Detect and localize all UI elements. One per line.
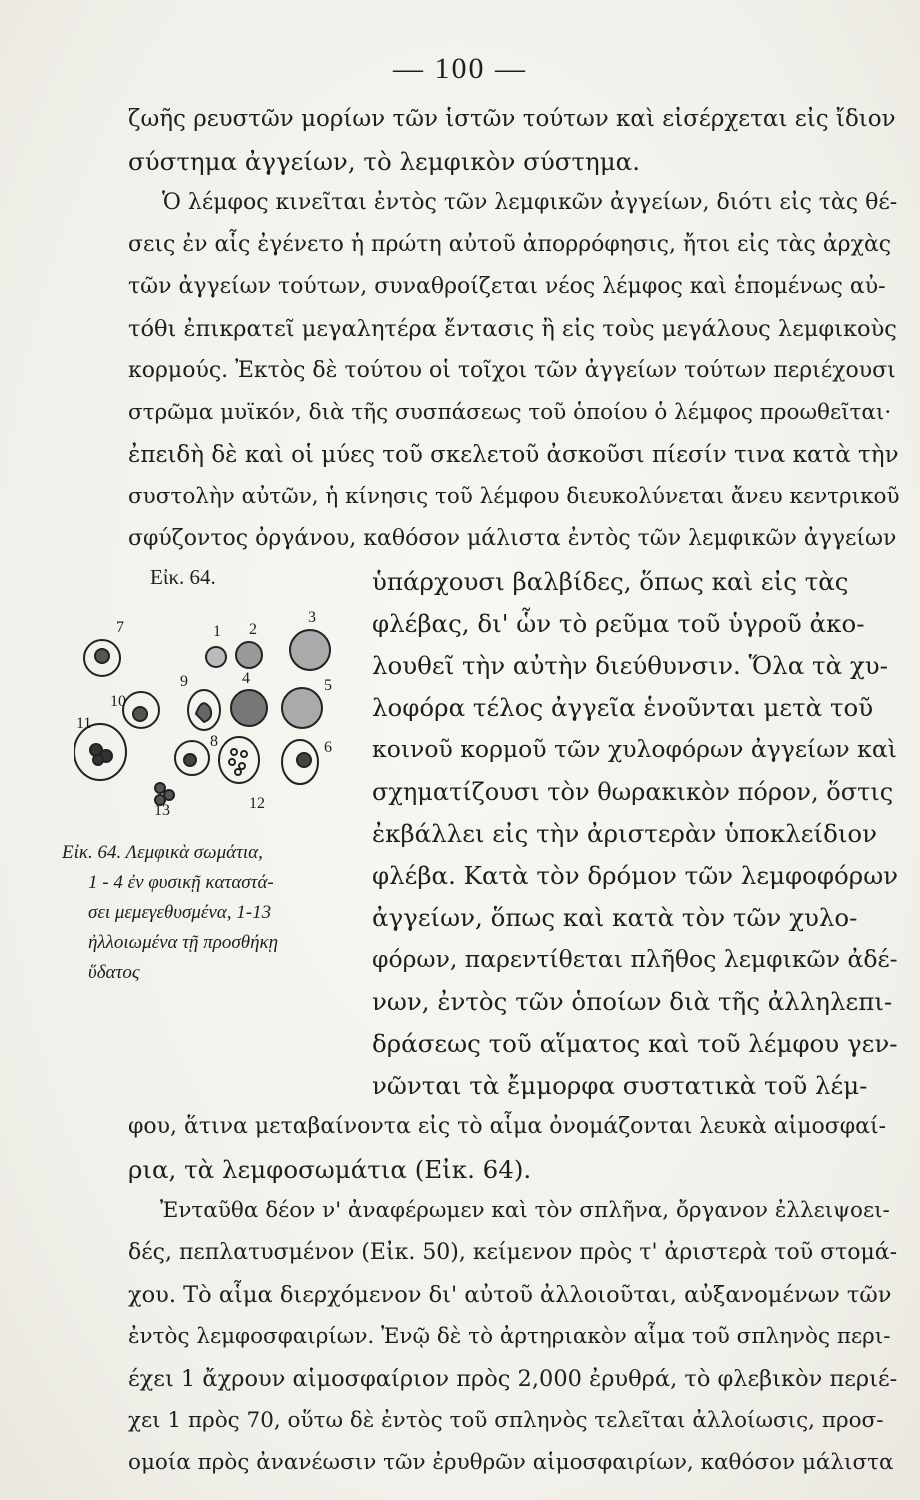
- svg-text:1: 1: [213, 623, 221, 640]
- cell-10-nucleus: [133, 707, 147, 721]
- text-line: σεις ἐν αἷς ἐγένετο ἡ πρώτη αὐτοῦ ἀπορρόφησις, ἤτοι εἰς τὰς ἀρχὰς: [128, 232, 892, 257]
- lymph-cells-figure: [74, 610, 344, 820]
- text-line: ζωῆς ρευστῶν μορίων τῶν ἱστῶν τούτων καὶ εἰσέρχεται εἰς ἴδιον: [128, 106, 896, 132]
- caption-line: σει μεμεγεθυσμένα, 1-13: [88, 902, 272, 923]
- cell-4: [231, 690, 267, 726]
- cell-13a: [155, 783, 165, 793]
- text-line: φλέβας, δι' ὧν τὸ ρεῦμα τοῦ ὑγροῦ ἀκο-: [372, 609, 865, 638]
- cell-7-nucleus: [95, 649, 109, 663]
- svg-text:5: 5: [324, 677, 332, 694]
- svg-text:13: 13: [154, 802, 170, 819]
- text-line: σύστημα ἀγγείων, τὸ λεμφικὸν σύστημα.: [128, 147, 640, 176]
- text-line: σφύζοντος ὀργάνου, καθόσον μάλιστα ἐντὸς τῶν λεμφικῶν ἀγγείων: [128, 526, 897, 551]
- text-line: συστολὴν αὐτῶν, ἡ κίνησις τοῦ λέμφου διευκολύνεται ἄνευ κεντρικοῦ: [128, 484, 900, 509]
- text-line: χου. Τὸ αἷμα διερχόμενον δι' αὐτοῦ ἀλλοιοῦται, αὐξανομένων τῶν: [128, 1282, 892, 1308]
- text-line: σχηματίζουσι τὸν θωρακικὸν πόρον, ὅστις: [372, 778, 894, 806]
- cell-3: [290, 630, 330, 670]
- text-line: ὑπάρχουσι βαλβίδες, ὅπως καὶ εἰς τὰς: [372, 567, 849, 596]
- caption-line: ὕδατος: [88, 962, 140, 983]
- cell-12: [219, 737, 259, 783]
- text-line: ἀγγείων, ὅπως καὶ κατὰ τὸν τῶν χυλο-: [372, 903, 858, 932]
- text-line: δές, πεπλατυσμένον (Εἰκ. 50), κείμενον πρὸς τ' ἀριστερὰ τοῦ στομά-: [128, 1240, 898, 1265]
- caption-line: 1 - 4 ἐν φυσικῇ καταστά-: [88, 872, 274, 893]
- text-line: νῶνται τὰ ἔμμορφα συστατικὰ τοῦ λέμ-: [372, 1071, 868, 1100]
- text-line: λοφόρα τέλος ἀγγεῖα ἑνοῦνται μετὰ τοῦ: [372, 693, 874, 722]
- caption-line: ἠλλοιωμένα τῇ προσθήκῃ: [88, 932, 279, 953]
- svg-text:4: 4: [242, 670, 250, 687]
- svg-text:7: 7: [116, 619, 124, 636]
- svg-text:9: 9: [180, 673, 188, 690]
- svg-text:3: 3: [308, 610, 316, 626]
- text-line: λουθεῖ τὴν αὐτὴν διεύθυνσιν. Ὅλα τὰ χυ-: [372, 651, 888, 680]
- text-line: στρῶμα μυϊκόν, διὰ τῆς συσπάσεως τοῦ ὁποίου ὁ λέμφος προωθεῖται·: [128, 400, 892, 425]
- text-line: φου, ἅτινα μεταβαίνοντα εἰς τὸ αἷμα ὀνομάζονται λευκὰ αἱμοσφαί-: [128, 1114, 887, 1139]
- svg-text:2: 2: [249, 621, 257, 638]
- text-line: φλέβα. Κατὰ τὸν δρόμον τῶν λεμφοφόρων: [372, 861, 899, 890]
- text-line: κορμούς. Ἐκτὸς δὲ τούτου οἱ τοῖχοι τῶν ἀγγείων τούτων περιέχουσι: [128, 358, 896, 383]
- text-line: χει 1 πρὸς 70, οὕτω δὲ ἐντὸς τοῦ σπληνὸς τελεῖται ἀλλοίωσις, προσ-: [128, 1408, 884, 1433]
- svg-text:10: 10: [110, 693, 126, 710]
- cell-1: [206, 647, 226, 667]
- text-line: έχει 1 ἄχρουν αἱμοσφαίριον πρὸς 2,000 ἐρυθρά, τὸ φλεβικὸν περιέ-: [128, 1366, 898, 1392]
- figure-label: Εἰκ. 64.: [150, 565, 216, 589]
- svg-text:11: 11: [76, 715, 92, 732]
- text-line: Ἐνταῦθα δέον ν' ἀναφέρωμεν καὶ τὸν σπλῆνα, ὄργανον ἐλλειψοει-: [160, 1198, 890, 1223]
- text-line: κοινοῦ κορμοῦ τῶν χυλοφόρων ἀγγείων καὶ: [372, 735, 897, 763]
- text-line: φόρων, παρεντίθεται πλῆθος λεμφικῶν ἀδέ-: [372, 945, 898, 973]
- svg-text:8: 8: [210, 733, 218, 750]
- caption-line: Εἰκ. 64. Λεμφικὰ σωμάτια,: [62, 842, 263, 863]
- text-line: ἐκβάλλει εἰς τὴν ἀριστερὰν ὑποκλείδιον: [372, 819, 878, 848]
- cell-8-nucleus: [184, 754, 196, 766]
- text-line: ρια, τὰ λεμφοσωμάτια (Εἰκ. 64).: [128, 1155, 532, 1184]
- text-line: τῶν ἀγγείων τούτων, συναθροίζεται νέος λέμφος καὶ ἑπομένως αὐ-: [128, 274, 886, 299]
- svg-text:6: 6: [324, 739, 332, 756]
- text-line: νων, ἐντὸς τῶν ὁποίων διὰ τῆς ἀλληλεπι-: [372, 987, 893, 1016]
- text-line: δράσεως τοῦ αἵματος καὶ τοῦ λέμφου γεν-: [372, 1029, 898, 1058]
- cell-6-nucleus: [297, 753, 311, 767]
- text-line: ομοία πρὸς ἀνανέωσιν τῶν ἐρυθρῶν αἱμοσφαιρίων, καθόσον μάλιστα: [128, 1450, 894, 1475]
- text-line: τόθι ἐπικρατεῖ μεγαλητέρα ἔντασις ἢ εἰς τοὺς μεγάλους λεμφικοὺς: [128, 316, 897, 342]
- cell-9-nucleus: [196, 703, 211, 722]
- page-number: — 100 —: [393, 52, 527, 85]
- text-line: ἐντὸς λεμφοσφαιρίων. Ἐνῷ δὲ τὸ ἀρτηριακὸν αἷμα τοῦ σπληνὸς περι-: [128, 1324, 891, 1349]
- svg-text:12: 12: [249, 795, 265, 812]
- text-line: Ὁ λέμφος κινεῖται ἐντὸς τῶν λεμφικῶν ἀγγείων, διότι εἰς τὰς θέ-: [162, 190, 898, 215]
- cell-5: [282, 688, 322, 728]
- text-line: ἐπειδὴ δὲ καὶ οἱ μύες τοῦ σκελετοῦ ἀσκοῦσι πίεσίν τινα κατὰ τὴν: [128, 442, 899, 468]
- cell-2: [236, 642, 262, 668]
